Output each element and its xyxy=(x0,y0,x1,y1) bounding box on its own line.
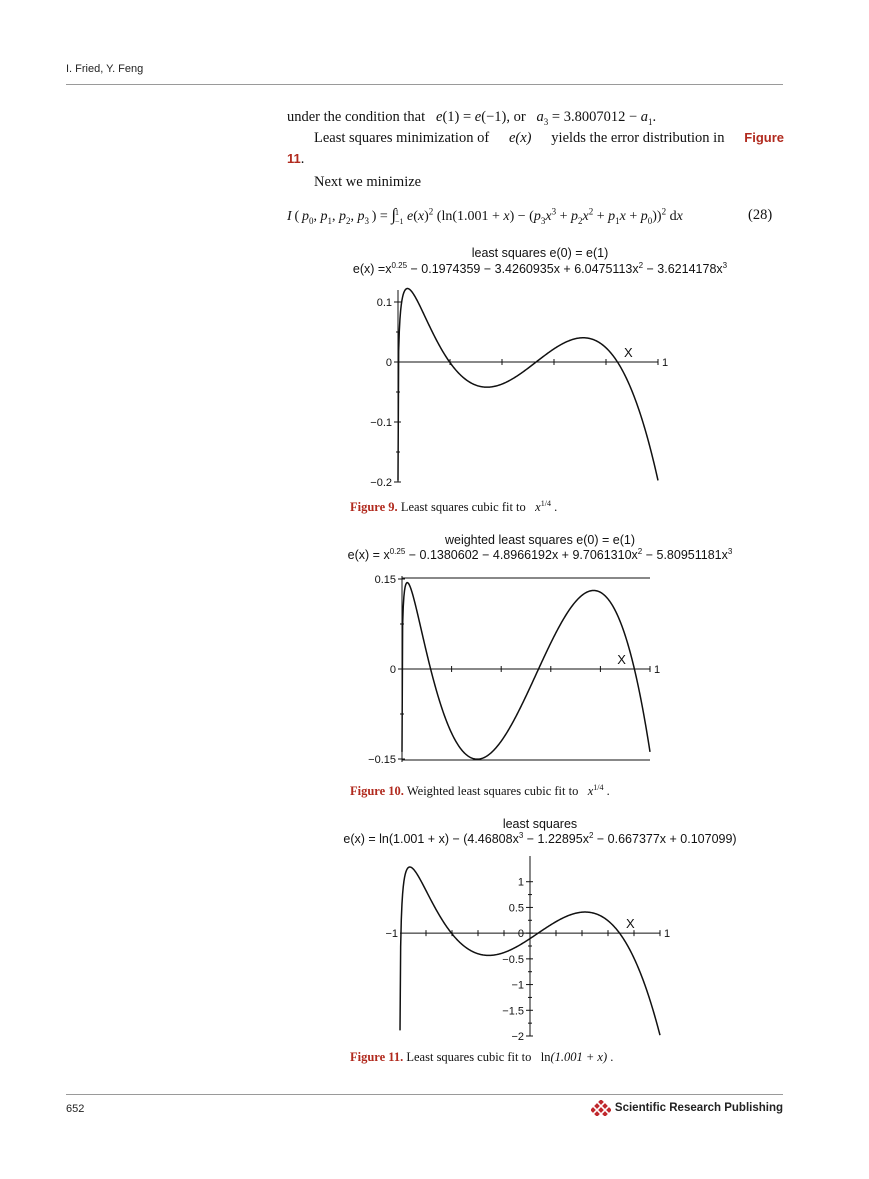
x-axis-label: X xyxy=(626,916,635,932)
y-tick-label: −1.5 xyxy=(502,1005,524,1018)
y-tick-label: −0.2 xyxy=(370,477,392,489)
figure-11-caption: Figure 11. Least squares cubic fit to ln(1.001 + x) . xyxy=(350,1050,614,1064)
x-tick-label: −1 xyxy=(385,928,398,941)
figure-11-label: Figure 11. xyxy=(350,1050,404,1064)
figure-11-link[interactable]: Figure xyxy=(744,130,784,145)
header-rule xyxy=(66,84,783,85)
equation-28: I ( $p_0$, $p_1$, $p_2$, $p_3$ ) = ∫ 1 −1 $e(x)^2$ $(\ln(1.001 + x) - (p_3x^3 + p_2x^2 + p_1x + p_0))^2$ dx xyxy=(287,205,683,226)
y-tick-label: −1 xyxy=(511,979,524,992)
body-line-1: under the condition that e(1) = e(−1), or $a_3 = 3.8007012 - a_1$. xyxy=(287,109,657,127)
figure-9-label: Figure 9. xyxy=(350,500,398,514)
footer-rule xyxy=(66,1094,783,1095)
figure-9-title-line-2: $e(x) =x^{0.25} - 0.1974359 - 3.4260935x + 6.0475113x^2 - 3.6214178x^3$ xyxy=(352,260,728,276)
figure-10-label: Figure 10. xyxy=(350,784,404,798)
x-tick-label: 1 xyxy=(664,928,671,941)
y-tick-label: −0.15 xyxy=(368,754,396,766)
y-tick-label: −0.1 xyxy=(370,417,392,429)
plot-area xyxy=(398,290,658,482)
error-function-inline: e(x) xyxy=(508,130,532,146)
y-tick-label: 0 xyxy=(517,928,524,941)
figure-11-chart xyxy=(340,850,740,1045)
y-tick-label: −2 xyxy=(511,1031,524,1043)
publisher-emblem-icon xyxy=(591,1100,611,1116)
body-line-2-cont: 11. xyxy=(287,151,305,167)
condition-equation: e(1) = e(−1) xyxy=(436,109,507,125)
figure-9-caption: Figure 9. Least squares cubic fit to $x^{1/4}$ . xyxy=(350,498,558,514)
y-tick-label: −0.5 xyxy=(502,953,524,966)
y-tick-label: 1 xyxy=(517,876,524,889)
figure-10-title-line-2: $e(x) = x^{0.25} - 0.1380602 - 4.8966192x + 9.7061310x^2 - 5.80951181x^3$ xyxy=(347,546,733,562)
x-tick-label: 1 xyxy=(654,664,661,676)
figure-10-caption: Figure 10. Weighted least squares cubic fit to $x^{1/4}$ . xyxy=(350,782,610,798)
figure-9-chart xyxy=(340,282,740,492)
x-tick-label: 1 xyxy=(662,357,669,369)
y-tick-label: 0 xyxy=(389,664,396,676)
publisher-name: Scientific Research Publishing xyxy=(614,1102,783,1114)
coefficient-equation: $a_3 = 3.8007012 - a_1$. xyxy=(536,109,657,127)
equation-number: (28) xyxy=(748,207,773,223)
figure-11-caption-math: ln(1.001 + x) xyxy=(540,1050,608,1064)
figure-10-chart xyxy=(340,568,740,778)
figure-11-title-line-1: least squares xyxy=(502,817,578,831)
running-header-authors: I. Fried, Y. Feng xyxy=(66,63,144,75)
figure-11-link-num[interactable]: 11 xyxy=(287,151,301,166)
y-tick-label: 0 xyxy=(385,357,392,369)
figure-11-title-line-2: $e(x) = \ln(1.001 + x) - (4.46808x^3 - 1.22895x^2 - 0.667377x + 0.107099)$ xyxy=(343,830,737,846)
body-line-3: Next we minimize xyxy=(314,174,422,190)
publisher-logo[interactable] xyxy=(591,1100,783,1116)
y-tick-label: 0.5 xyxy=(508,902,524,915)
y-tick-label: 0.15 xyxy=(374,574,396,586)
body-line-2: Least squares minimization of e(x) yields the error distribution in Figure xyxy=(314,130,784,146)
x-axis-label: X xyxy=(617,652,626,667)
figure-10-title-line-1: weighted least squares e(0) = e(1) xyxy=(444,533,636,547)
page-number: 652 xyxy=(66,1103,85,1115)
figure-10-caption-math: $x^{1/4}$ xyxy=(587,782,604,798)
figure-9-title-line-1: least squares e(0) = e(1) xyxy=(471,246,609,260)
figure-9-caption-math: $x^{1/4}$ xyxy=(535,498,551,514)
x-axis-label: X xyxy=(624,345,633,360)
y-tick-label: 0.1 xyxy=(376,297,392,309)
